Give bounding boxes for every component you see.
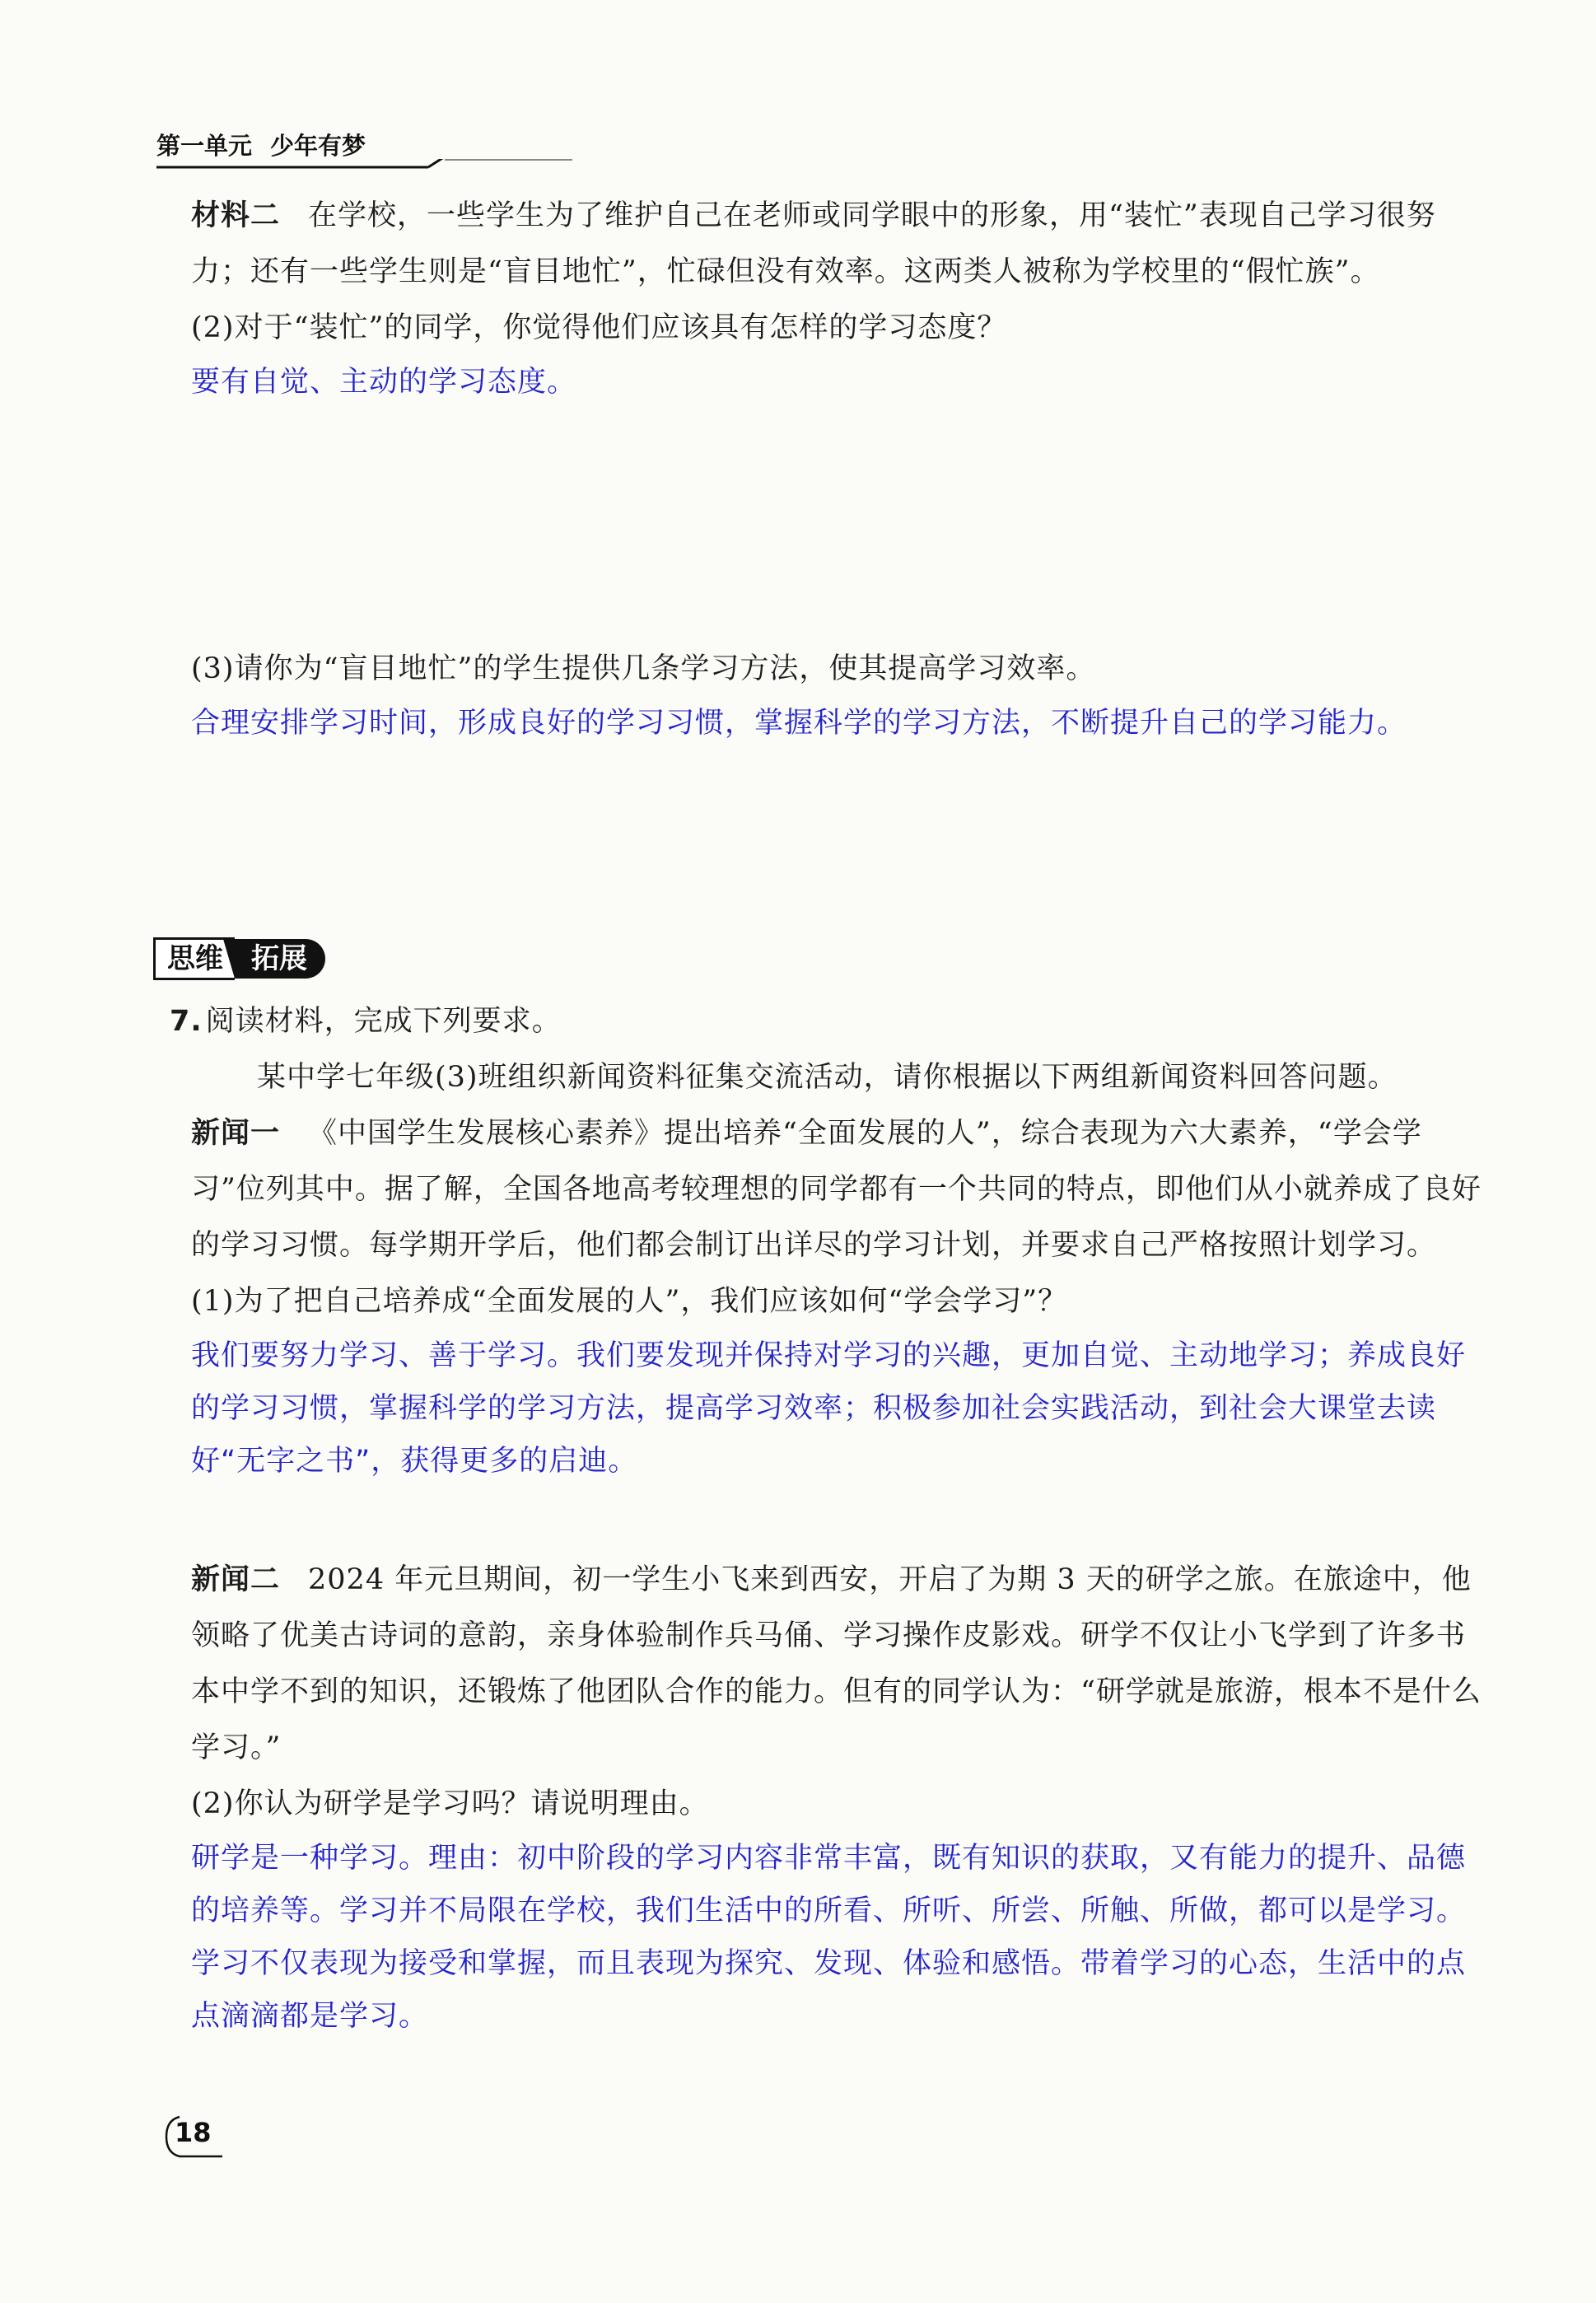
answer-3: 合理安排学习时间，形成良好的学习习惯，掌握科学的学习方法，不断提升自己的学习能力。 [191,707,1407,740]
answer-7-1: 我们要努力学习、善于学习。我们要发现并保持对学习的兴趣，更加自觉、主动地学习；养成良好的学习习惯，掌握科学的学习方法，提高学习效率；积极参加社会实践活动，到社会大课堂去读好“无字之书”，获得更多的启迪。 [191,1339,1467,1478]
question-7-1: (1)为了把自己培养成“全面发展的人”，我们应该如何“学会学习”？ [191,1285,1068,1318]
unit-label: 第一单元 [156,132,253,160]
question-7-stem: 7. 阅读材料，完成下列要求。 [170,1005,562,1038]
question-7 [170,993,1492,1488]
material-two-text: 材料二 在学校，一些学生为了维护自己在老师或同学眼中的形象，用“装忙”表现自己学习很努力；还有一些学生则是“盲目地忙”，忙碌但没有效率。这两类人被称为学校里的“假忙族”。 [191,199,1436,288]
question-7-number: 7. [170,1005,203,1038]
material-two [191,188,1492,409]
question-3: (3)请你为“盲目地忙”的学生提供几条学习方法，使其提高学习效率。 [191,652,1096,685]
unit-title: 少年有梦 [270,132,366,160]
question-7-2: (2)你认为研学是学习吗？请说明理由。 [191,1787,709,1820]
news-two: 新闻二 2024 年元旦期间，初一学生小飞来到西安，开启了为期 3 天的研学之旅。在旅途中，他领略了优美古诗词的意韵，亲身体验制作兵马俑、学习操作皮影戏。研学不仅让小飞学到了许多书本中学不到的知识，还锻炼了他团队合作的能力。但有的同学认为：“研学就是旅游，根本不是什么学习。” [191,1563,1482,1764]
section-tag [153,937,325,980]
question-3-block [191,641,1492,750]
news-one: 新闻一 《中国学生发展核心素养》提出培养“全面发展的人”，综合表现为六大素养，“学会学习”位列其中。据了解，全国各地高考较理想的同学都有一个共同的特点，即他们从小就养成了良好的学习习惯。每学期开学后，他们都会制订出详尽的学习计划，并要求自己严格按照计划学习。 [191,1117,1482,1262]
material-two-label: 材料二 [191,199,281,232]
question-2: (2)对于“装忙”的同学，你觉得他们应该具有怎样的学习态度？ [191,311,1007,344]
page-number: 18 [175,2117,212,2148]
news-one-label: 新闻一 [191,1117,281,1150]
news-two-label: 新闻二 [191,1563,281,1596]
section-tag-part1: 思维 [153,937,235,980]
question-7-intro: 某中学七年级(3)班组织新闻资料征集交流活动，请你根据以下两组新闻资料回答问题。 [257,1061,1398,1094]
news-two-block [191,1552,1492,2043]
header-rule [156,159,585,171]
answer-7-2: 研学是一种学习。理由：初中阶段的学习内容非常丰富，既有知识的获取，又有能力的提升、品德的培养等。学习并不局限在学校，我们生活中的所看、所听、所尝、所触、所做，都可以是学习。学习不仅表现为接受和掌握，而且表现为探究、发现、体验和感悟。带着学习的心态，生活中的点点滴滴都是学习。 [191,1842,1467,2033]
section-tag-part2: 拓展 [235,939,325,979]
running-header [156,128,366,161]
answer-2: 要有自觉、主动的学习态度。 [191,366,577,399]
